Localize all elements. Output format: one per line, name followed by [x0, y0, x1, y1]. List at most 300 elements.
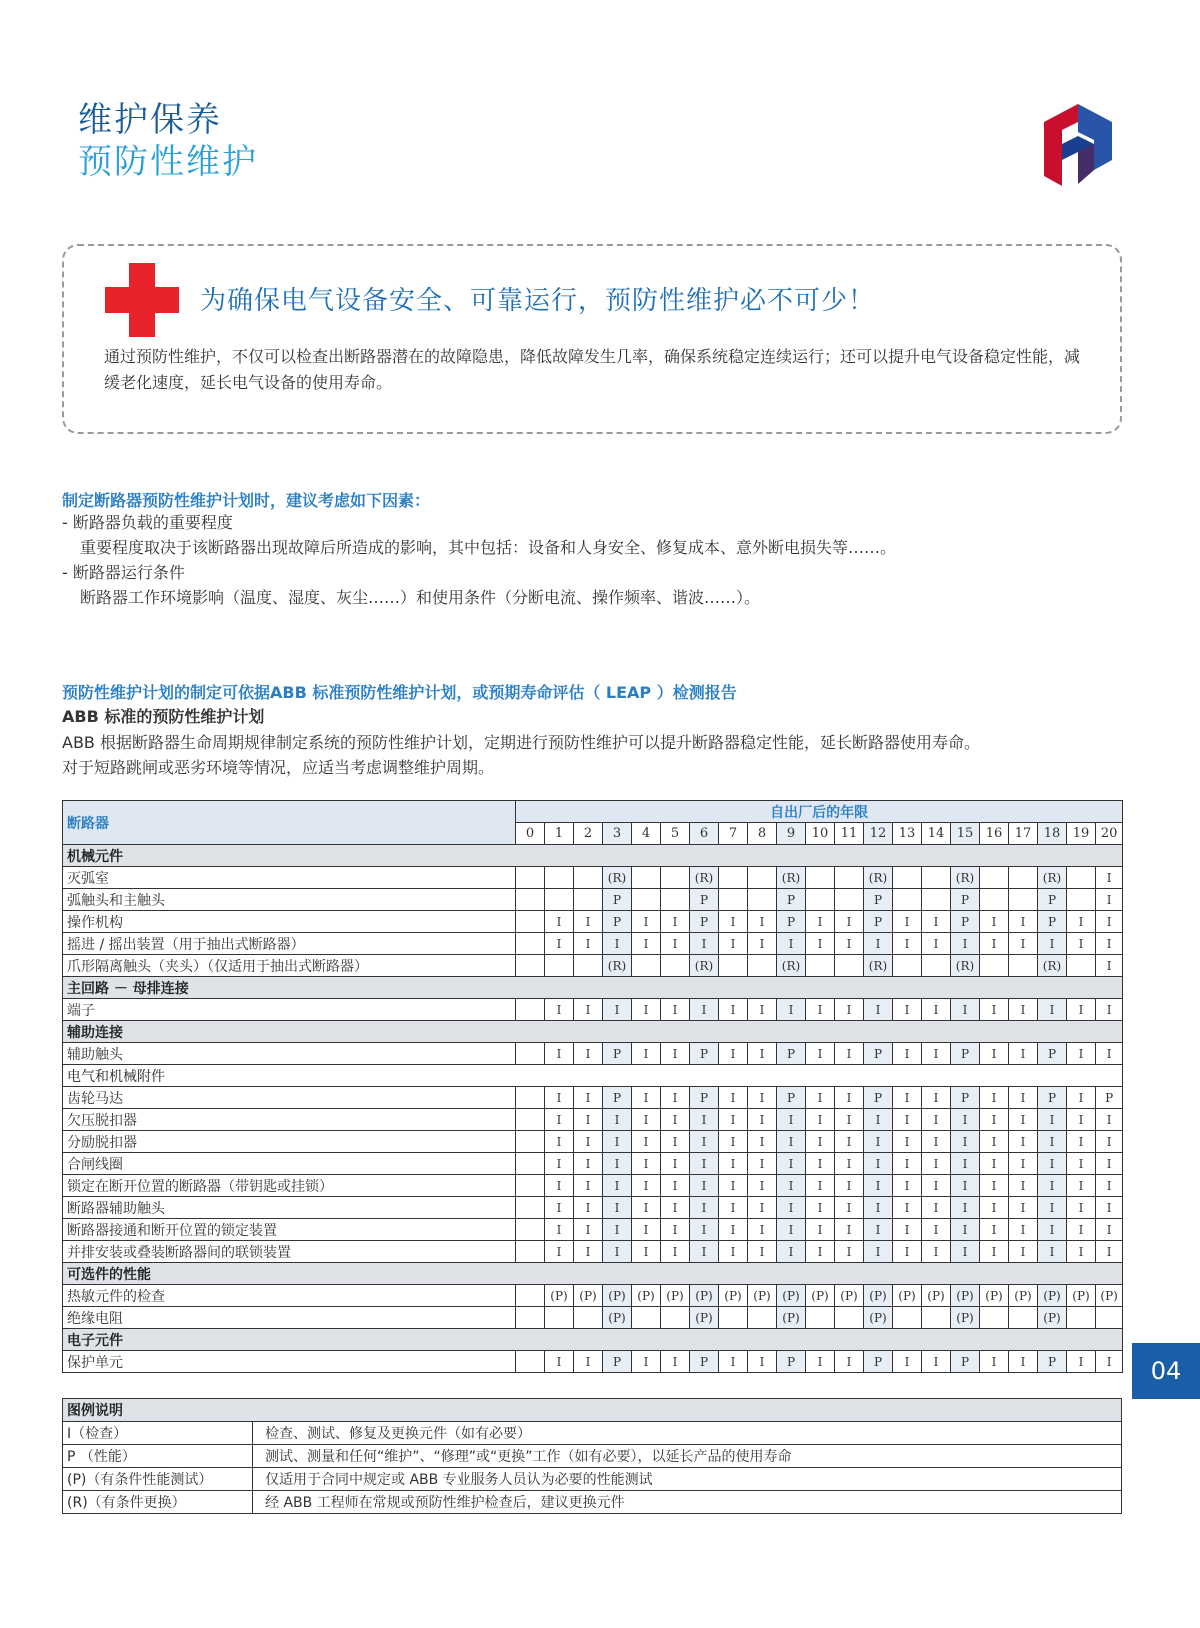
category-row: 主回路 － 母排连接 [63, 977, 1123, 999]
schedule-cell: I [545, 911, 574, 933]
schedule-cell: (P) [690, 1285, 719, 1307]
schedule-cell: (P) [922, 1285, 951, 1307]
legend-table [62, 1398, 1122, 1514]
schedule-cell: I [632, 1175, 661, 1197]
year-header-cell: 16 [980, 823, 1009, 845]
schedule-cell: (P) [1009, 1285, 1038, 1307]
table-row [63, 1219, 1123, 1241]
schedule-cell: I [632, 1131, 661, 1153]
year-header-cell: 2 [574, 823, 603, 845]
schedule-cell: P [864, 1043, 893, 1065]
component-name: 绝缘电阻 [63, 1307, 516, 1329]
schedule-cell: I [1009, 1197, 1038, 1219]
schedule-cell: P [690, 889, 719, 911]
schedule-cell: I [951, 933, 980, 955]
schedule-cell: I [1038, 999, 1067, 1021]
schedule-cell: I [1009, 911, 1038, 933]
schedule-cell: P [951, 1087, 980, 1109]
schedule-cell: P [1038, 1043, 1067, 1065]
schedule-cell: I [1067, 1043, 1096, 1065]
legend-desc: 仅适用于合同中规定或 ABB 专业服务人员认为必要的性能测试 [253, 1468, 1122, 1491]
category-row: 可选件的性能 [63, 1263, 1123, 1285]
schedule-cell: I [864, 1197, 893, 1219]
schedule-cell: I [1067, 1153, 1096, 1175]
schedule-cell: P [864, 911, 893, 933]
schedule-cell: I [661, 1087, 690, 1109]
schedule-cell [516, 1087, 545, 1109]
schedule-cell: (P) [777, 1307, 806, 1329]
schedule-cell [516, 1285, 545, 1307]
schedule-cell: (P) [777, 1285, 806, 1307]
schedule-cell: I [864, 1175, 893, 1197]
year-header-cell: 18 [1038, 823, 1067, 845]
legend-desc: 经 ABB 工程师在常规或预防性维护检查后，建议更换元件 [253, 1491, 1122, 1514]
schedule-cell: I [719, 911, 748, 933]
schedule-cell [1067, 889, 1096, 911]
schedule-cell: (R) [603, 955, 632, 977]
schedule-cell: (R) [777, 955, 806, 977]
schedule-cell: I [1067, 1131, 1096, 1153]
table-row [63, 933, 1123, 955]
schedule-cell: I [835, 1197, 864, 1219]
schedule-cell: I [719, 1153, 748, 1175]
schedule-cell: I [690, 999, 719, 1021]
schedule-cell: I [632, 1197, 661, 1219]
schedule-cell: I [603, 999, 632, 1021]
schedule-cell: I [545, 1043, 574, 1065]
schedule-cell: I [1096, 867, 1123, 889]
component-name: 弧触头和主触头 [63, 889, 516, 911]
schedule-cell [661, 867, 690, 889]
schedule-cell: I [719, 933, 748, 955]
schedule-cell [748, 889, 777, 911]
schedule-cell: I [661, 911, 690, 933]
schedule-cell: I [922, 911, 951, 933]
schedule-cell: I [545, 933, 574, 955]
schedule-cell: I [1009, 1087, 1038, 1109]
schedule-cell: I [1067, 1241, 1096, 1263]
schedule-cell: (P) [1067, 1285, 1096, 1307]
category-row: 机械元件 [63, 845, 1123, 867]
schedule-cell: (R) [864, 867, 893, 889]
plan-subheading: ABB 标准的预防性维护计划 [62, 707, 265, 726]
schedule-cell: I [574, 1197, 603, 1219]
schedule-cell: P [1038, 889, 1067, 911]
schedule-cell: I [719, 1131, 748, 1153]
schedule-cell [806, 889, 835, 911]
schedule-cell [1009, 1307, 1038, 1329]
schedule-cell: I [777, 1175, 806, 1197]
schedule-cell: P [603, 1043, 632, 1065]
schedule-cell: I [951, 1153, 980, 1175]
schedule-cell: I [980, 1109, 1009, 1131]
legend-code: P （性能） [63, 1445, 253, 1468]
schedule-cell: I [545, 1351, 574, 1373]
schedule-cell: I [574, 1043, 603, 1065]
schedule-cell [1009, 955, 1038, 977]
schedule-cell: (R) [690, 955, 719, 977]
schedule-cell [1009, 889, 1038, 911]
schedule-cell: I [719, 1197, 748, 1219]
schedule-cell [980, 867, 1009, 889]
schedule-cell: I [980, 933, 1009, 955]
schedule-cell [661, 1307, 690, 1329]
breaker-column-header: 断路器 [63, 801, 516, 845]
schedule-cell: I [603, 1219, 632, 1241]
schedule-cell: I [661, 1219, 690, 1241]
schedule-cell: I [835, 1351, 864, 1373]
schedule-cell: P [864, 889, 893, 911]
callout-heading: 为确保电气设备安全、可靠运行，预防性维护必不可少！ [200, 286, 876, 316]
schedule-cell: I [806, 999, 835, 1021]
schedule-cell [516, 889, 545, 911]
schedule-cell: (R) [1038, 867, 1067, 889]
schedule-cell: I [661, 1197, 690, 1219]
schedule-cell: I [835, 1241, 864, 1263]
schedule-cell: (P) [864, 1307, 893, 1329]
schedule-cell [980, 955, 1009, 977]
schedule-cell [516, 955, 545, 977]
year-header-cell: 15 [951, 823, 980, 845]
schedule-cell [922, 867, 951, 889]
schedule-cell: I [806, 1109, 835, 1131]
schedule-cell [574, 1307, 603, 1329]
schedule-cell: I [574, 1175, 603, 1197]
component-name: 保护单元 [63, 1351, 516, 1373]
schedule-cell: (P) [1038, 1307, 1067, 1329]
schedule-cell: I [748, 1087, 777, 1109]
schedule-cell: I [777, 1197, 806, 1219]
schedule-cell: (R) [1038, 955, 1067, 977]
schedule-cell: I [661, 1109, 690, 1131]
year-header-cell: 11 [835, 823, 864, 845]
schedule-cell: I [1009, 1109, 1038, 1131]
schedule-cell: I [1096, 933, 1123, 955]
year-header-cell: 6 [690, 823, 719, 845]
schedule-cell: I [1009, 1351, 1038, 1373]
schedule-cell: I [1067, 1219, 1096, 1241]
schedule-cell: P [951, 911, 980, 933]
category-row: 电气和机械附件 [63, 1065, 1123, 1087]
schedule-cell: I [864, 1109, 893, 1131]
schedule-cell [545, 867, 574, 889]
schedule-cell: (R) [951, 955, 980, 977]
schedule-cell: I [893, 1351, 922, 1373]
schedule-cell: I [951, 1109, 980, 1131]
schedule-cell: I [864, 1131, 893, 1153]
schedule-cell: I [719, 1087, 748, 1109]
schedule-cell: I [980, 911, 1009, 933]
schedule-cell: I [922, 1131, 951, 1153]
schedule-cell: (P) [1038, 1285, 1067, 1307]
schedule-cell: I [661, 933, 690, 955]
legend-code: (R)（有条件更换） [63, 1491, 253, 1514]
schedule-cell: I [806, 1153, 835, 1175]
schedule-cell: I [922, 1351, 951, 1373]
schedule-cell: I [922, 1241, 951, 1263]
schedule-cell: I [1038, 1197, 1067, 1219]
schedule-cell: I [980, 1351, 1009, 1373]
schedule-cell: (R) [690, 867, 719, 889]
schedule-cell: I [893, 999, 922, 1021]
table-row [63, 1109, 1123, 1131]
schedule-cell: I [748, 1043, 777, 1065]
component-name: 摇进 / 摇出装置（用于抽出式断路器） [63, 933, 516, 955]
schedule-cell: I [893, 1109, 922, 1131]
schedule-cell: (R) [864, 955, 893, 977]
schedule-cell: I [632, 1241, 661, 1263]
schedule-cell: I [864, 1219, 893, 1241]
schedule-cell: I [1038, 1219, 1067, 1241]
schedule-cell [516, 1175, 545, 1197]
table-row [63, 1175, 1123, 1197]
schedule-cell [835, 889, 864, 911]
year-header-cell: 12 [864, 823, 893, 845]
schedule-cell: I [893, 1219, 922, 1241]
schedule-cell [632, 955, 661, 977]
schedule-cell: I [603, 1197, 632, 1219]
schedule-cell: I [980, 999, 1009, 1021]
schedule-cell: (P) [748, 1285, 777, 1307]
schedule-cell: I [777, 1241, 806, 1263]
component-name: 分励脱扣器 [63, 1131, 516, 1153]
factors-heading: 制定断路器预防性维护计划时，建议考虑如下因素： [62, 491, 431, 510]
schedule-cell: I [1096, 1153, 1123, 1175]
schedule-cell: P [777, 889, 806, 911]
schedule-cell: I [951, 1131, 980, 1153]
schedule-cell: (P) [864, 1285, 893, 1307]
schedule-cell: I [835, 1175, 864, 1197]
schedule-cell: I [690, 1109, 719, 1131]
schedule-cell: I [777, 999, 806, 1021]
schedule-cell [806, 955, 835, 977]
schedule-cell: I [893, 911, 922, 933]
schedule-cell: P [690, 911, 719, 933]
schedule-cell: I [1096, 955, 1123, 977]
schedule-cell [516, 1197, 545, 1219]
schedule-cell: I [777, 1109, 806, 1131]
schedule-cell: I [951, 1197, 980, 1219]
schedule-cell: I [661, 1175, 690, 1197]
schedule-cell: (P) [690, 1307, 719, 1329]
schedule-cell [893, 889, 922, 911]
schedule-cell [516, 1153, 545, 1175]
schedule-cell [516, 1131, 545, 1153]
schedule-cell [516, 933, 545, 955]
schedule-cell: I [1038, 1109, 1067, 1131]
factor-2-title: - 断路器运行条件 [62, 563, 185, 582]
schedule-cell: I [603, 1131, 632, 1153]
table-row [63, 1087, 1123, 1109]
schedule-cell: I [748, 999, 777, 1021]
table-row [63, 867, 1123, 889]
schedule-cell: (P) [574, 1285, 603, 1307]
schedule-cell: P [690, 1043, 719, 1065]
legend-code: I（检查） [63, 1422, 253, 1445]
schedule-cell: P [777, 911, 806, 933]
schedule-cell [719, 867, 748, 889]
legend-title: 图例说明 [63, 1399, 1122, 1422]
schedule-cell: I [951, 1241, 980, 1263]
schedule-cell [748, 867, 777, 889]
schedule-cell: I [893, 1153, 922, 1175]
schedule-cell [1096, 1307, 1123, 1329]
schedule-cell: I [980, 1197, 1009, 1219]
schedule-cell: P [690, 1087, 719, 1109]
legend-desc: 测试、测量和任何“维护”、“修理”或“更换”工作（如有必要），以延长产品的使用寿命 [253, 1445, 1122, 1468]
schedule-cell: I [719, 1109, 748, 1131]
schedule-cell: I [922, 1219, 951, 1241]
schedule-cell: I [632, 1351, 661, 1373]
schedule-cell: P [951, 1043, 980, 1065]
schedule-cell: I [922, 1175, 951, 1197]
schedule-cell: I [545, 1153, 574, 1175]
schedule-cell: I [806, 1351, 835, 1373]
schedule-cell [893, 955, 922, 977]
factor-1-desc: 重要程度取决于该断路器出现故障后所造成的影响，其中包括：设备和人身安全、修复成本、意外断电损失等……。 [80, 538, 897, 557]
schedule-cell [516, 1043, 545, 1065]
schedule-cell: I [922, 1109, 951, 1131]
component-name: 并排安装或叠装断路器间的联锁装置 [63, 1241, 516, 1263]
table-row [63, 1241, 1123, 1263]
schedule-cell: I [922, 1043, 951, 1065]
schedule-cell [516, 999, 545, 1021]
schedule-cell: I [980, 1219, 1009, 1241]
schedule-cell: (P) [545, 1285, 574, 1307]
schedule-cell [516, 867, 545, 889]
schedule-cell: I [1009, 1153, 1038, 1175]
schedule-cell: I [893, 1043, 922, 1065]
component-name: 操作机构 [63, 911, 516, 933]
component-name: 热敏元件的检查 [63, 1285, 516, 1307]
schedule-cell [1009, 867, 1038, 889]
year-header-cell: 8 [748, 823, 777, 845]
table-row [63, 1153, 1123, 1175]
schedule-cell: (P) [1096, 1285, 1123, 1307]
schedule-cell: I [980, 1175, 1009, 1197]
year-header-cell: 1 [545, 823, 574, 845]
schedule-cell [719, 955, 748, 977]
schedule-cell: I [1038, 1131, 1067, 1153]
schedule-cell [806, 867, 835, 889]
years-header: 自出厂后的年限 [516, 801, 1123, 823]
schedule-cell: I [980, 1043, 1009, 1065]
schedule-cell: I [748, 1131, 777, 1153]
schedule-cell [545, 1307, 574, 1329]
schedule-cell [1067, 955, 1096, 977]
table-row [63, 889, 1123, 911]
red-cross-icon [105, 263, 179, 337]
schedule-cell: (P) [661, 1285, 690, 1307]
schedule-cell: I [1096, 889, 1123, 911]
schedule-cell: I [545, 999, 574, 1021]
schedule-cell: I [806, 1131, 835, 1153]
maintenance-schedule-table [62, 800, 1123, 1373]
schedule-cell: (P) [603, 1285, 632, 1307]
schedule-cell [632, 889, 661, 911]
schedule-cell: I [719, 1351, 748, 1373]
legend-row [63, 1422, 1122, 1445]
schedule-cell [661, 955, 690, 977]
callout-body: 通过预防性维护，不仅可以检查出断路器潜在的故障隐患，降低故障发生几率，确保系统稳定连续运行；还可以提升电气设备稳定性能，减缓老化速度，延长电气设备的使用寿命。 [104, 347, 1081, 392]
schedule-cell: I [806, 1219, 835, 1241]
schedule-cell: (R) [603, 867, 632, 889]
schedule-cell [545, 889, 574, 911]
schedule-cell: P [864, 1351, 893, 1373]
component-name: 灭弧室 [63, 867, 516, 889]
schedule-cell [835, 1307, 864, 1329]
schedule-cell: (P) [893, 1285, 922, 1307]
schedule-cell: I [1067, 999, 1096, 1021]
schedule-cell [893, 1307, 922, 1329]
schedule-cell: I [806, 1043, 835, 1065]
schedule-cell: P [951, 1351, 980, 1373]
schedule-cell: I [661, 999, 690, 1021]
schedule-cell: I [1096, 1351, 1123, 1373]
schedule-cell: I [690, 1219, 719, 1241]
category-row: 电子元件 [63, 1329, 1123, 1351]
schedule-cell: I [603, 1109, 632, 1131]
schedule-cell: P [777, 1351, 806, 1373]
schedule-cell: (P) [632, 1285, 661, 1307]
schedule-cell: I [806, 1175, 835, 1197]
schedule-cell: I [545, 1219, 574, 1241]
schedule-cell: I [980, 1087, 1009, 1109]
year-header-cell: 13 [893, 823, 922, 845]
component-name: 齿轮马达 [63, 1087, 516, 1109]
schedule-cell: (R) [951, 867, 980, 889]
year-header-cell: 5 [661, 823, 690, 845]
schedule-cell: I [1038, 1153, 1067, 1175]
schedule-cell: P [690, 1351, 719, 1373]
schedule-cell [632, 867, 661, 889]
schedule-cell: I [835, 1131, 864, 1153]
schedule-cell: I [835, 933, 864, 955]
schedule-cell: P [603, 1351, 632, 1373]
component-name: 断路器接通和断开位置的锁定装置 [63, 1219, 516, 1241]
schedule-cell: I [719, 999, 748, 1021]
schedule-cell: P [777, 1043, 806, 1065]
schedule-cell [922, 1307, 951, 1329]
schedule-cell: I [1096, 1131, 1123, 1153]
schedule-cell: P [1038, 1087, 1067, 1109]
schedule-cell [545, 955, 574, 977]
schedule-cell: I [661, 1153, 690, 1175]
schedule-cell: I [864, 1241, 893, 1263]
schedule-cell: (P) [603, 1307, 632, 1329]
schedule-cell [574, 955, 603, 977]
schedule-cell: I [574, 1241, 603, 1263]
schedule-cell: I [748, 1175, 777, 1197]
schedule-cell [922, 889, 951, 911]
schedule-cell: P [1038, 911, 1067, 933]
schedule-cell: P [951, 889, 980, 911]
schedule-cell: I [748, 1153, 777, 1175]
schedule-cell: P [603, 1087, 632, 1109]
schedule-cell [516, 1307, 545, 1329]
schedule-cell [980, 1307, 1009, 1329]
schedule-cell: I [1096, 1109, 1123, 1131]
schedule-cell [516, 911, 545, 933]
schedule-cell: I [1096, 1043, 1123, 1065]
company-logo-icon [1040, 100, 1116, 190]
schedule-cell [835, 867, 864, 889]
schedule-cell: I [1009, 933, 1038, 955]
legend-desc: 检查、测试、修复及更换元件（如有必要） [253, 1422, 1122, 1445]
schedule-cell: P [864, 1087, 893, 1109]
schedule-cell [632, 1307, 661, 1329]
page-number: 04 [1132, 1343, 1200, 1399]
